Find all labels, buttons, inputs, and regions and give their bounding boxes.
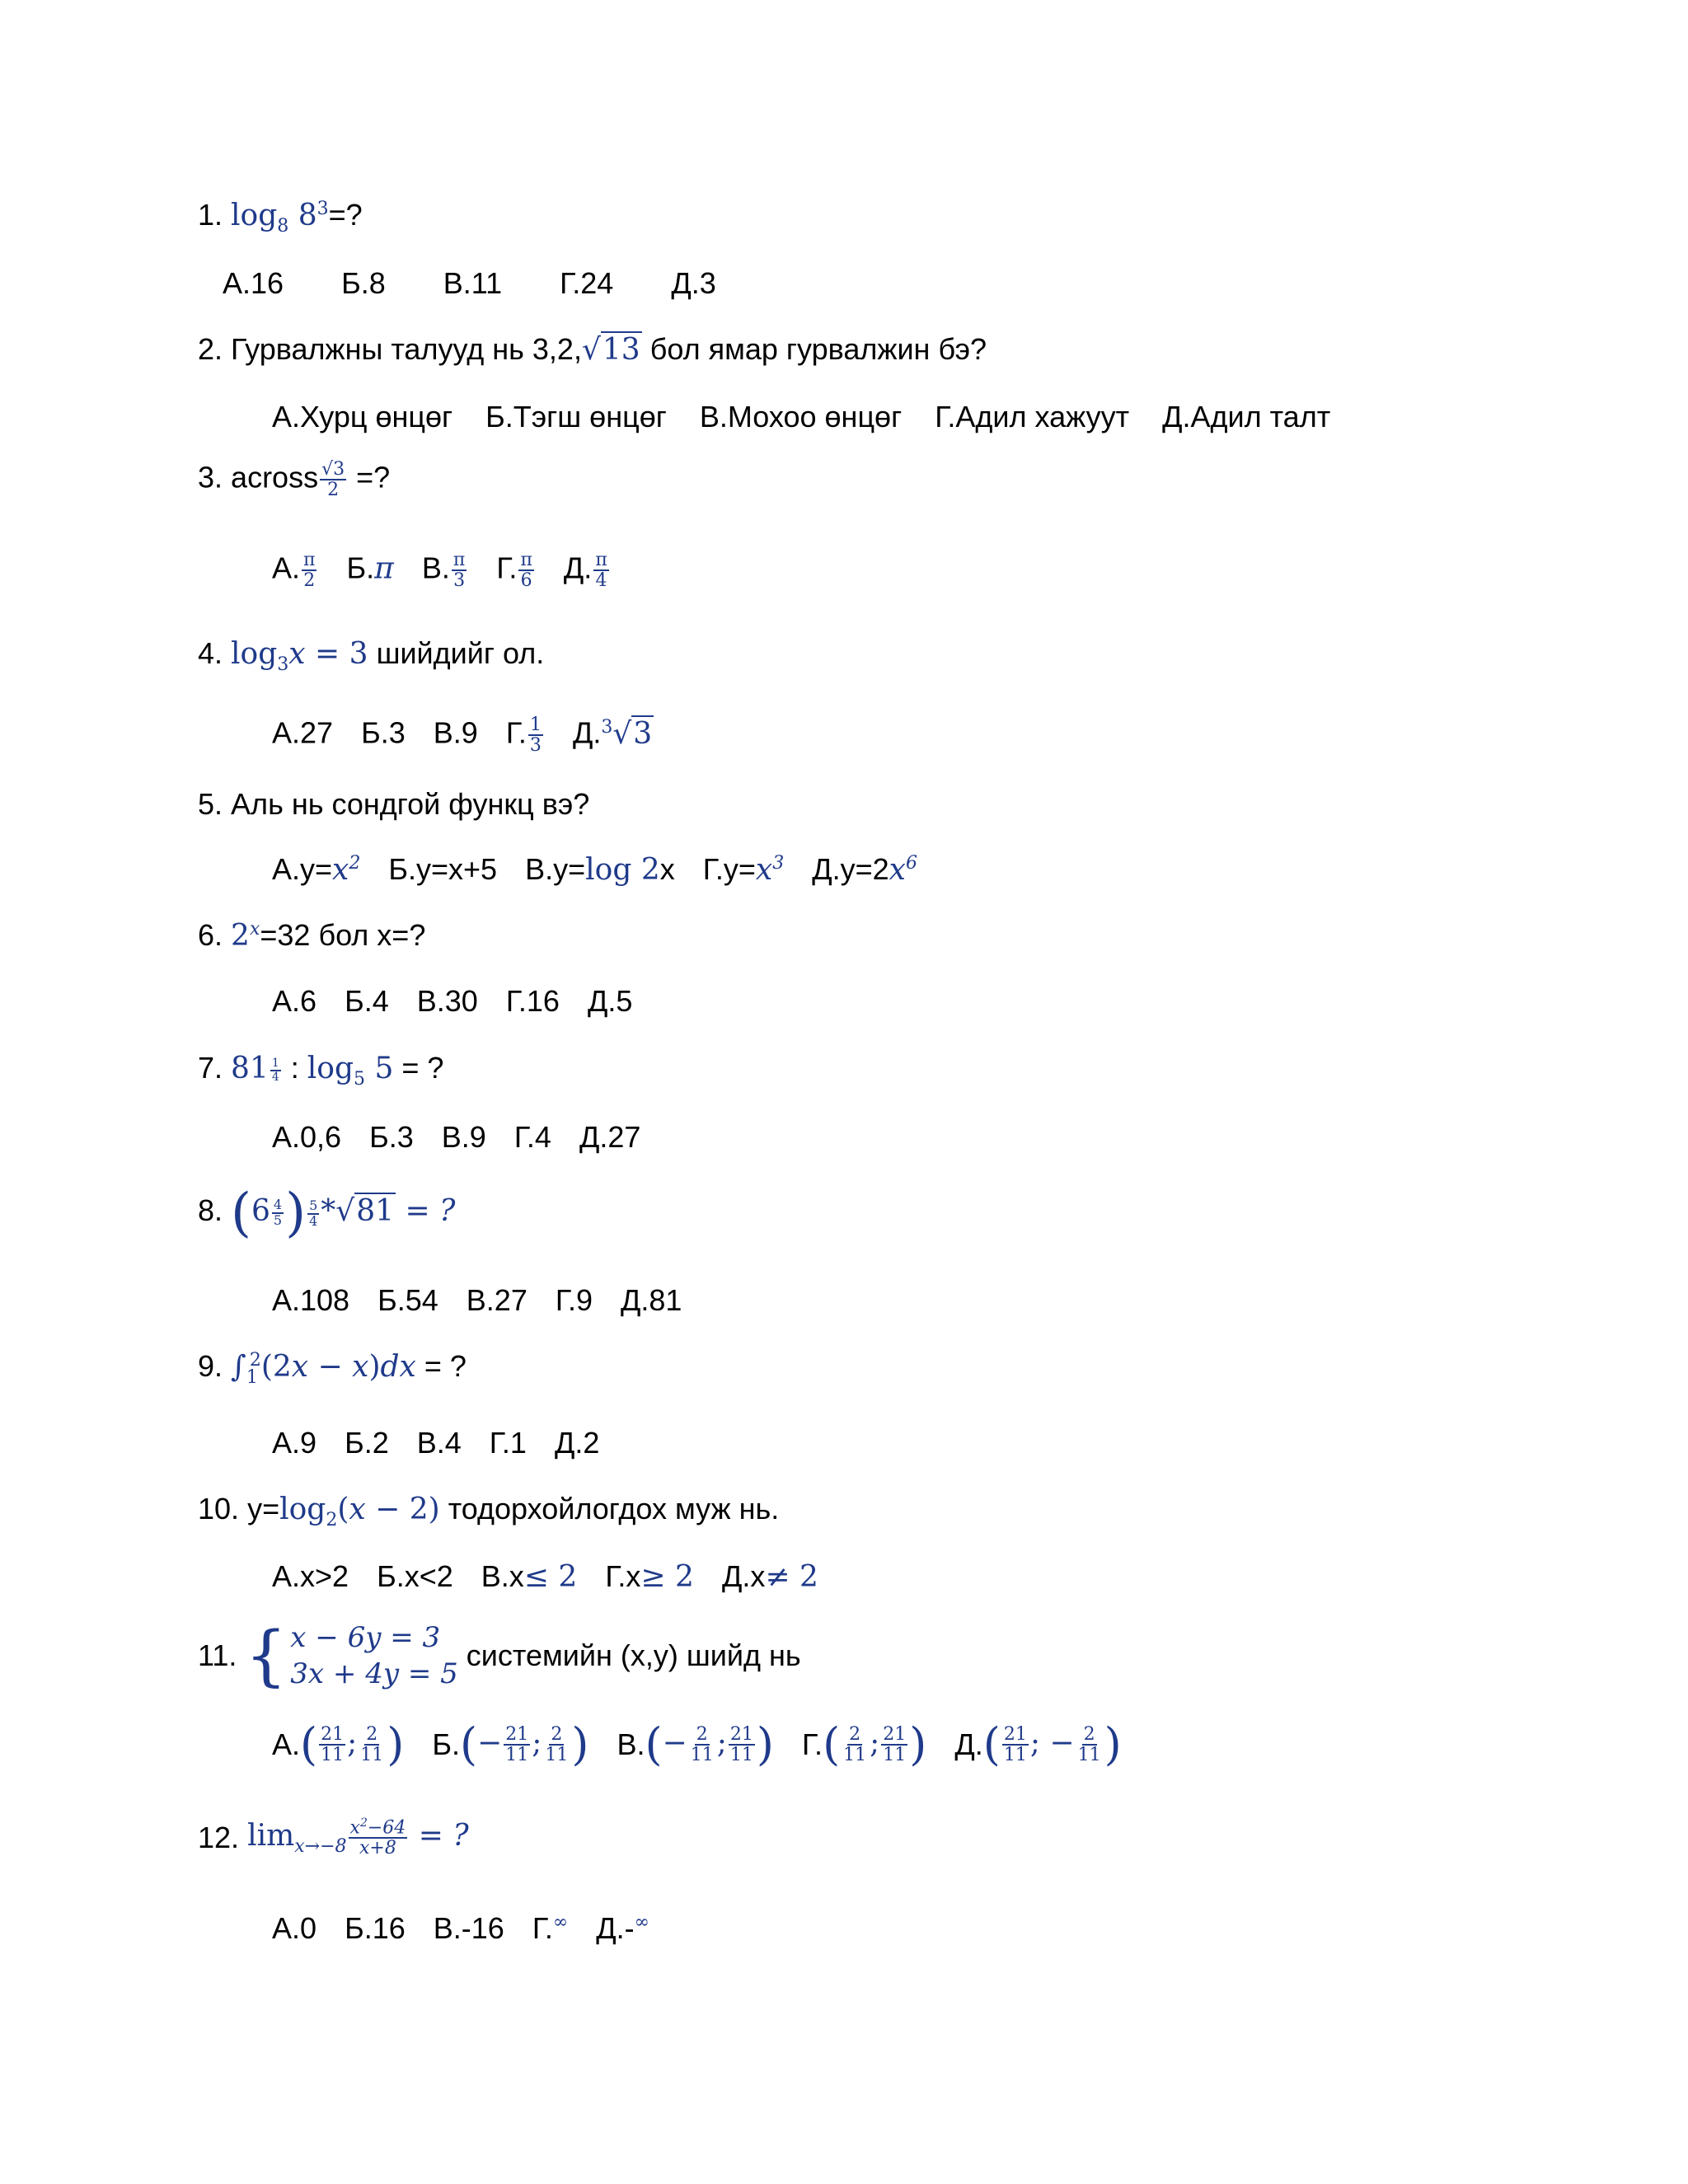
option-c[interactable]: В.9 [433,715,478,750]
option-d[interactable]: Г.1 [489,1426,527,1460]
option-b[interactable]: Б. [346,551,375,585]
option-c[interactable]: В.4 [416,1426,462,1460]
question-10: 10. $y=\log_2(x - 2)$ тодорхойлогдох муж нь. [198,1492,780,1531]
option-a[interactable]: А.16 [223,266,284,300]
option-d[interactable]: Г.24 [560,266,614,300]
option-e[interactable]: Д. [954,1727,983,1761]
option-b[interactable]: Б.16 [345,1911,406,1945]
option-e[interactable]: Д.5 [587,984,633,1018]
option-c[interactable]: В. [617,1727,645,1761]
option-c[interactable]: В.30 [416,984,478,1018]
option-c[interactable]: В.11 [443,266,503,300]
option-d[interactable]: Г. [801,1727,823,1761]
option-e[interactable]: Д.3 [671,266,716,300]
option-d[interactable]: Г. [496,551,518,585]
math-sqrt13: √13 [581,333,640,367]
option-a[interactable]: А.x>2 [272,1559,349,1593]
option-e[interactable]: Д.- [596,1911,635,1945]
answers-9 [272,1428,599,1458]
option-e[interactable]: Д.2 [554,1426,600,1460]
option-a[interactable]: А.0,6 [272,1120,342,1154]
answers-1 [223,266,716,300]
option-e[interactable]: Д. [572,715,602,750]
option-a[interactable]: А.27 [272,715,334,750]
question-9: 9. $\int_1^2(2x - x)dx$ = ? [198,1349,467,1389]
question-12: 12. $\lim_{x\to-8}$ $\frac{x^2-64}{x+8}$ = ? [198,1816,469,1859]
option-e[interactable]: Д.81 [621,1283,682,1317]
option-b[interactable]: Б.Тэгш өнцөг [485,400,667,434]
question-5: 5. Аль нь сондгой функц вэ? [198,787,590,821]
answers-11: А.( $\frac{21}{11}$ ; $\frac{2}{11}$ ) Б.(− $\frac{21}{11}$ ; $\frac{2}{11}$ ) В.(− $\frac{2}{11}$ ; $\frac{21}{11}$ ) Г.( $\frac{2}{11}$ ; $\frac{21}{11}$ ) Д.( $\frac{21}{11}$ ; − $\frac{2}{11}$ ) [272,1718,1122,1770]
question-7: 7. 81 $\frac{1}{4}$ : $\log_5 5$ = ? [198,1051,444,1090]
option-d[interactable]: Г.9 [555,1283,593,1317]
answers-7 [272,1122,640,1152]
option-e[interactable]: Д.27 [579,1120,641,1154]
option-b[interactable]: Б.2 [345,1426,389,1460]
option-c[interactable]: В.Мохоо өнцөг [699,400,903,434]
option-c[interactable]: В.27 [466,1283,528,1317]
option-b[interactable]: Б.4 [345,984,389,1018]
math-log8-8cubed: $\log_8 8^3$ [231,199,329,237]
option-a[interactable]: А. [272,1727,301,1761]
option-d[interactable]: Г.y= [702,852,756,886]
answers-8 [272,1283,682,1317]
math-limit: $\lim_{x\to-8}$ $\frac{x^2-64}{x+8}$ = ? [247,1816,469,1859]
option-a[interactable]: А.108 [272,1283,350,1317]
math-expression-8: (6 $\frac{4}{5}$ ) $\frac{5}{4}$ *√81 = ? [231,1183,456,1244]
option-e[interactable]: Д.y=2 [812,852,889,886]
option-c[interactable]: В.-16 [433,1911,504,1945]
infinity-symbol: ∞ [634,1912,649,1933]
answers-4: А.27 Б.3 В.9 Г. $\frac{1}{3}$ Д.$^3$√3 [272,715,653,757]
question-2: 2. Гурвалжны талууд нь 3,2,√13 бол ямар гурвалжин бэ? [198,332,987,367]
question-1: 1. $\log_8 8^3=$? [198,198,363,237]
option-c[interactable]: В.x [481,1559,524,1593]
question-3: 3. across $\frac{√3}{2}$ =? [198,459,391,501]
answers-10: А.x>2 Б.x<2 В.x≤ 2 Г.x≥ 2 Д.x≠ 2 [272,1559,818,1594]
answers-6 [272,984,633,1018]
question-11: 11. { x − 6y = 3 3x + 4y = 5 системийн (x,y) шийд нь [198,1617,801,1694]
option-b[interactable]: Б. [432,1727,460,1761]
math-equation-system: { x − 6y = 3 3x + 4y = 5 [245,1617,458,1694]
math-log5-5: $\log_5 5$ [307,1052,394,1090]
option-d[interactable]: Г.x [605,1559,641,1593]
math-2-pow-x: 2$^x$ [231,919,260,953]
option-d[interactable]: Г.16 [505,984,560,1018]
option-e[interactable]: Д.x [721,1559,766,1593]
math-log3x-eq-3: $\log_3x = 3$ [231,637,368,676]
option-a[interactable]: А.0 [272,1911,317,1945]
infinity-symbol: ∞ [552,1912,569,1933]
answers-5: $А.y=x^2$ Б.y=x+5 В.y=log 2x $Г.y=x^3$ $Д.y=2x^6$ [272,852,917,887]
question-4: 4. $\log_3x = 3$ шийдийг ол. [198,636,545,676]
option-d[interactable]: Г. [532,1911,553,1945]
option-e[interactable]: Д. [563,551,593,585]
option-d[interactable]: Г.Адил хажуут [935,400,1130,434]
option-b[interactable]: Б.x<2 [377,1559,453,1593]
option-b[interactable]: Б.y=x+5 [388,852,498,886]
option-b[interactable]: Б.54 [377,1283,438,1317]
option-d[interactable]: Г.4 [513,1120,551,1154]
option-a[interactable]: А.Хурц өнцөг [272,400,453,434]
option-c[interactable]: В.9 [441,1120,486,1154]
option-e[interactable]: Д.Адил талт [1162,400,1331,434]
option-a[interactable]: А.6 [272,984,317,1018]
answers-3: А. $\frac{\pi}{2}$ Б.π В. $\frac{\pi}{3}$ Г. $\frac{\pi}{6}$ Д. $\frac{\pi}{4}$ [272,550,607,592]
option-b[interactable]: Б.3 [369,1120,414,1154]
option-a[interactable]: А.9 [272,1426,317,1460]
answers-2 [272,402,1330,432]
math-81-pow-quarter: 81 $\frac{1}{4}$ [231,1052,279,1085]
option-d[interactable]: Г. [505,715,527,750]
option-b[interactable]: Б.3 [361,715,406,750]
question-8: 8. (6 $\frac{4}{5}$ ) $\frac{5}{4}$ *√81 = ? [198,1183,456,1244]
option-a[interactable]: А. [272,551,301,585]
option-a[interactable]: А.y= [272,852,333,886]
answers-12 [272,1911,649,1945]
math-sqrt3-over-2: $\frac{√3}{2}$ [321,459,345,501]
question-6: 6. $2^x=32$ бол x=? [198,918,426,953]
option-b[interactable]: Б.8 [341,266,386,300]
math-integral: $\int_1^2(2x - x)dx$ [231,1350,416,1389]
option-c[interactable]: В.y= [525,852,586,886]
option-c[interactable]: В. [421,551,450,585]
math-log2-x-minus-2: $\log_2(x - 2)$ [279,1493,440,1531]
